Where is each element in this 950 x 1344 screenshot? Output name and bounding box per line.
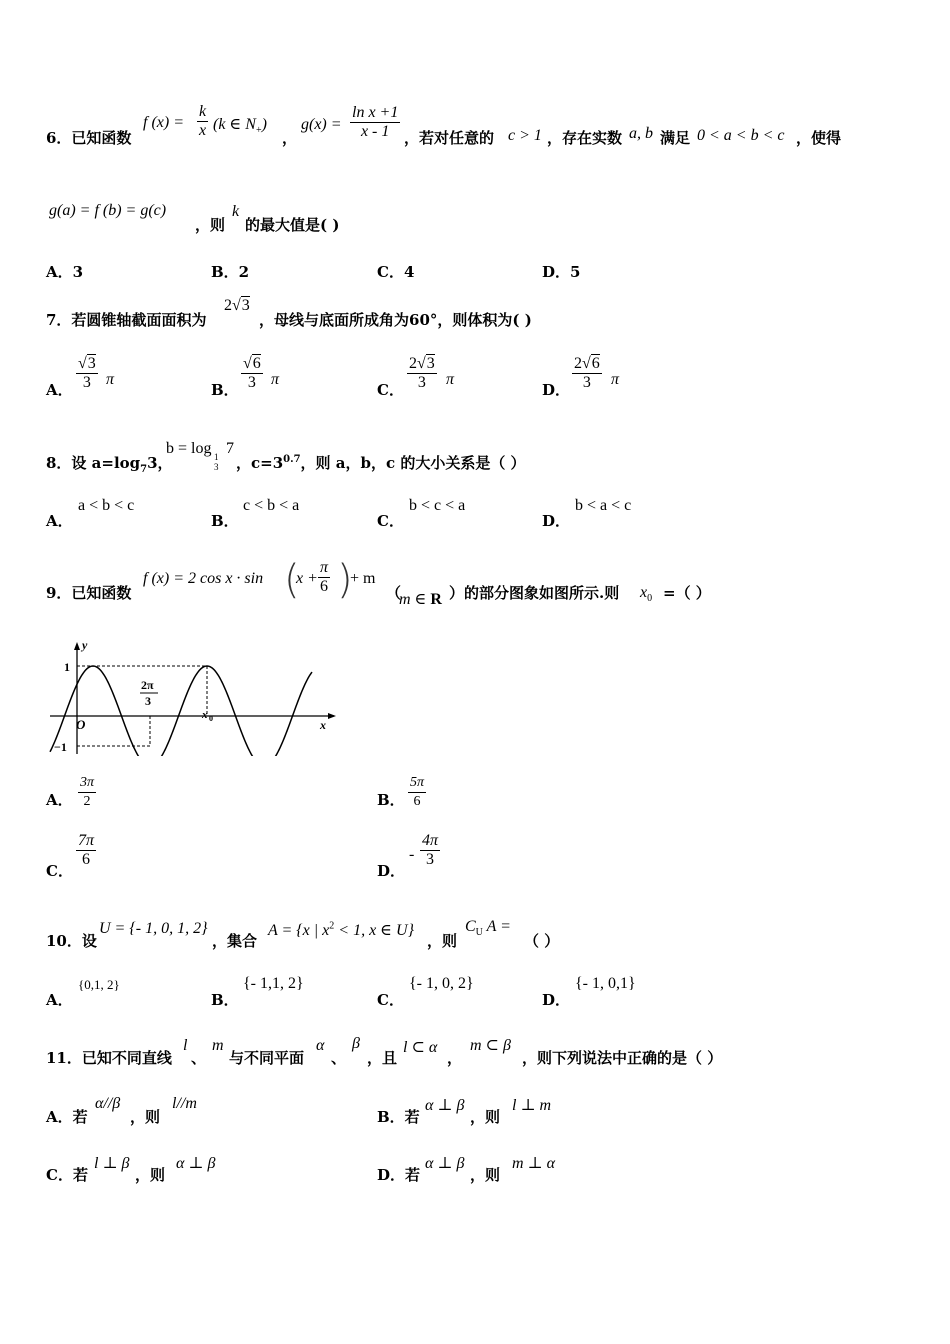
q7-option-d-rad: 6: [591, 355, 600, 372]
q8-stem-end: ，则 a，b，c 的大小关系是（ ）: [300, 454, 526, 472]
q9-option-b-frac: [408, 774, 426, 811]
q7-option-d-coef: 2: [574, 355, 582, 372]
q11-option-d-label: D．若: [377, 1166, 421, 1184]
q11-m: m: [212, 1037, 224, 1054]
q7-area-rad: 3: [241, 297, 250, 314]
q6-g-num: ln x +1: [352, 104, 399, 121]
q8-a-end: 3，: [147, 454, 173, 472]
q11-stem-start: 11．已知不同直线: [46, 1049, 172, 1067]
q9-curve: [50, 666, 312, 756]
q7-option-c-coef: 2: [409, 355, 417, 372]
q9-origin: O: [76, 717, 86, 732]
q10-option-c[interactable]: {- 1, 0, 2}: [409, 975, 474, 992]
q7-option-b-num: √6: [243, 355, 261, 372]
q10-set-a: [268, 920, 414, 940]
q9-option-a-num: 3π: [78, 774, 96, 793]
q8-b-arg: 7: [226, 440, 234, 457]
q10-option-d[interactable]: {- 1, 0,1}: [575, 975, 636, 992]
q9-option-a-frac: [78, 774, 96, 811]
q6-f-dom-end: ): [261, 116, 267, 133]
q10-set-a-exp: 2: [329, 920, 335, 932]
q9-f-def: f (x) = 2 cos x · sin: [143, 570, 264, 587]
q11-text-3: 与不同平面: [229, 1049, 305, 1067]
q9-f-pi: π: [320, 559, 329, 576]
q9-option-b-den: 6: [413, 794, 421, 809]
q9-option-d-neg: -: [409, 846, 415, 863]
q7-option-b-frac: [241, 355, 263, 392]
q8-b-def: b = log: [166, 440, 212, 457]
q9-x-label: x: [320, 718, 326, 732]
q6-f-fraction: [197, 103, 208, 140]
q9-option-b-num: 5π: [408, 774, 426, 793]
q6-g-lhs: g(x) =: [301, 116, 342, 133]
q10-text-2: ，集合: [212, 932, 258, 950]
q11-option-b-result: l ⊥ m: [512, 1097, 552, 1114]
q9-option-a-label: A．: [46, 791, 73, 809]
q9-option-c-den: 6: [82, 851, 90, 868]
q10-complement-end: A =: [486, 918, 511, 935]
q9-option-c-label: C．: [46, 862, 73, 880]
q11-option-a-result: l//m: [172, 1095, 197, 1112]
q9-mark-num: 2π: [141, 678, 154, 692]
q6-f-dom: (k ∈ N: [213, 116, 256, 133]
q11-option-c-then: ，则: [135, 1166, 166, 1184]
q9-option-d-den: 3: [426, 851, 434, 868]
q9-option-d-num: 4π: [422, 832, 439, 849]
q7-option-d-pi: π: [611, 371, 620, 388]
q10-complement-c: C: [465, 918, 476, 935]
q7-option-b-label: B．: [211, 381, 239, 399]
q6-text-5: ，则: [195, 216, 226, 234]
q9-stem-end: =（ ）: [663, 584, 711, 602]
q7-option-b-den: 3: [247, 374, 256, 391]
q9-stem-mid: ）的部分图象如图所示.则: [449, 584, 620, 602]
q8-a-def: 8．设 a=log: [46, 454, 141, 472]
q10-option-b-label: B．: [211, 991, 239, 1009]
q9-y-arrow: [74, 642, 80, 650]
q8-option-c[interactable]: b < c < a: [409, 497, 466, 514]
q6-f-domain: [213, 114, 267, 136]
q6-f-lhs: f (x) =: [143, 114, 184, 131]
q10-complement-sub: U: [475, 927, 483, 939]
q11-cond-1: l ⊂ α: [403, 1039, 438, 1056]
q9-option-d-label: D．: [377, 862, 406, 880]
q6-text-1: ，若对任意的: [404, 129, 495, 147]
q8-option-c-label: C．: [377, 512, 404, 530]
q11-sep-2: 、: [331, 1049, 347, 1067]
q9-x0-x: x: [640, 584, 648, 601]
q6-text-4: ，使得: [796, 129, 842, 147]
q8-option-b[interactable]: c < b < a: [243, 497, 300, 514]
q11-text-5: ，且: [367, 1049, 398, 1067]
q10-option-d-label: D．: [542, 991, 571, 1009]
q10-complement: [465, 918, 511, 938]
q9-graph: [44, 636, 344, 756]
q6-equation: g(a) = f (b) = g(c): [49, 202, 167, 219]
q6-ab: a, b: [629, 125, 653, 142]
q6-text-2: ，存在实数: [547, 129, 623, 147]
q11-option-c-label: C．若: [46, 1166, 88, 1184]
q6-option-c[interactable]: C．4: [377, 263, 415, 281]
q9-option-a-den: 2: [83, 794, 91, 809]
q6-sep: ，: [282, 129, 298, 147]
q7-option-b-pi: π: [271, 371, 280, 388]
q11-option-a-cond: α//β: [95, 1095, 121, 1112]
q8-b-base-den: 3: [214, 462, 219, 472]
q11-option-b-label: B．若: [377, 1108, 420, 1126]
q10-option-a-label: A．: [46, 991, 73, 1009]
q11-alpha: α: [316, 1037, 325, 1054]
q11-l: l: [183, 1037, 188, 1054]
q9-x0-label-sub: 0: [209, 714, 213, 723]
q7-option-a-num: √3: [78, 355, 96, 372]
q11-cond-2: m ⊂ β: [470, 1037, 511, 1054]
q7-option-d-den: 3: [582, 374, 591, 391]
q9-mark-den: 3: [145, 694, 151, 708]
q6-k: k: [232, 203, 240, 220]
q6-option-a[interactable]: A．3: [46, 263, 84, 281]
q9-x0-sub: 0: [647, 593, 653, 605]
q9-x0-label: x: [202, 709, 208, 721]
q9-f-x: x +: [296, 570, 318, 587]
q9-y-label: y: [82, 638, 88, 652]
q10-set-a-def: A = {x | x: [268, 922, 330, 939]
q11-option-a-label: A．若: [46, 1108, 88, 1126]
q10-text-3: ，则: [427, 932, 458, 950]
q11-stem-end: ，则下列说法中正确的是（ ）: [522, 1049, 723, 1067]
q9-one: 1: [64, 660, 70, 674]
q6-f-num: k: [199, 103, 207, 120]
q9-option-d-frac: [420, 832, 440, 869]
q9-option-c-frac: [76, 832, 96, 869]
q8-option-a-label: A．: [46, 512, 73, 530]
q10-set-a-end: < 1, x ∈ U}: [334, 922, 414, 939]
q9-neg-one: −1: [54, 740, 67, 754]
q9-x-arrow: [328, 713, 336, 719]
q7-stem-end: ，母线与底面所成角为60°，则体积为( ): [259, 311, 532, 329]
q9-x0: [640, 584, 652, 604]
q8-option-d-label: D．: [542, 512, 571, 530]
q11-option-c-cond: l ⊥ β: [94, 1155, 130, 1172]
q6-inequality: 0 < a < b < c: [697, 127, 785, 144]
q11-option-d-then: ，则: [470, 1166, 501, 1184]
q7-option-c-den: 3: [417, 374, 426, 391]
q8-a-base: 7: [140, 464, 148, 475]
q7-option-b-rad: 6: [252, 355, 261, 372]
q7-option-a-rad: 3: [87, 355, 96, 372]
q6-option-b[interactable]: B．2: [211, 263, 250, 281]
q8-b-base-num: 1: [214, 452, 219, 462]
q7-option-d-frac: [572, 355, 602, 392]
q7-option-a-pi: π: [106, 371, 115, 388]
q8-option-b-label: B．: [211, 512, 239, 530]
q11-sep-3: ，: [447, 1049, 463, 1067]
q6-g-den: x - 1: [360, 123, 390, 140]
q7-option-a-label: A．: [46, 381, 73, 399]
q9-cond-m: m ∈: [399, 591, 431, 608]
q7-option-a-den: 3: [82, 374, 91, 391]
q8-c-exp: 0.7: [283, 454, 301, 465]
q9-right-paren: ): [337, 557, 353, 603]
q8-c-def: ，c=3: [236, 454, 284, 472]
q9-paren-open: （: [386, 584, 402, 602]
q8-stem-c: [236, 452, 526, 473]
q7-area-coef: 2: [224, 297, 232, 314]
q6-f-den: x: [199, 122, 207, 139]
q11-option-b-cond: α ⊥ β: [425, 1097, 465, 1114]
q9-cond-r: R: [430, 591, 442, 608]
q6-stem-start: 6．已知函数: [46, 129, 132, 147]
q11-sep-1: 、: [191, 1049, 207, 1067]
q9-f-m: + m: [350, 570, 376, 587]
q7-option-a-frac: [76, 355, 98, 392]
q9-cond: [399, 589, 442, 609]
q11-beta: β: [352, 1035, 360, 1052]
q7-option-c-frac: [407, 355, 437, 392]
q10-option-a[interactable]: {0,1, 2}: [78, 977, 120, 992]
q10-stem-start: 10．设: [46, 932, 97, 950]
q11-option-d-result: m ⊥ α: [512, 1155, 555, 1172]
q10-option-b[interactable]: {- 1,1, 2}: [243, 975, 304, 992]
q7-stem-start: 7．若圆锥轴截面面积为: [46, 311, 207, 329]
q9-stem-start: 9．已知函数: [46, 584, 132, 602]
q8-stem-a: [46, 452, 173, 475]
q11-option-d-cond: α ⊥ β: [425, 1155, 465, 1172]
q7-option-c-rad: 3: [426, 355, 435, 372]
q9-option-c-num: 7π: [78, 832, 95, 849]
q9-left-paren: (: [284, 557, 300, 603]
q7-option-d-num: 2√6: [574, 355, 600, 372]
q11-option-b-then: ，则: [470, 1108, 501, 1126]
q8-option-d[interactable]: b < a < c: [575, 497, 632, 514]
q6-text-6: 的最大值是( ): [245, 216, 340, 234]
q7-option-c-label: C．: [377, 381, 404, 399]
q7-option-c-pi: π: [446, 371, 455, 388]
q10-text-4: （ ）: [524, 932, 560, 950]
q6-f-dom-sub: +: [255, 125, 262, 137]
q9-f-six: 6: [320, 578, 328, 595]
q11-option-a-then: ，则: [130, 1108, 161, 1126]
q10-set-u: U = {- 1, 0, 1, 2}: [99, 920, 208, 937]
q7-option-d-label: D．: [542, 381, 571, 399]
q7-option-c-num: 2√3: [409, 355, 435, 372]
q8-option-a[interactable]: a < b < c: [78, 497, 135, 514]
q9-f-frac: [318, 559, 330, 596]
q6-option-d[interactable]: D．5: [542, 263, 581, 281]
q6-g-fraction: [350, 104, 400, 141]
q10-option-c-label: C．: [377, 991, 404, 1009]
q6-c-cond: c > 1: [508, 127, 542, 144]
q7-area: 2√3: [224, 297, 250, 314]
q11-option-c-result: α ⊥ β: [176, 1155, 216, 1172]
q6-text-3: 满足: [660, 129, 691, 147]
q8-b-base: [214, 452, 219, 472]
q9-option-b-label: B．: [377, 791, 405, 809]
